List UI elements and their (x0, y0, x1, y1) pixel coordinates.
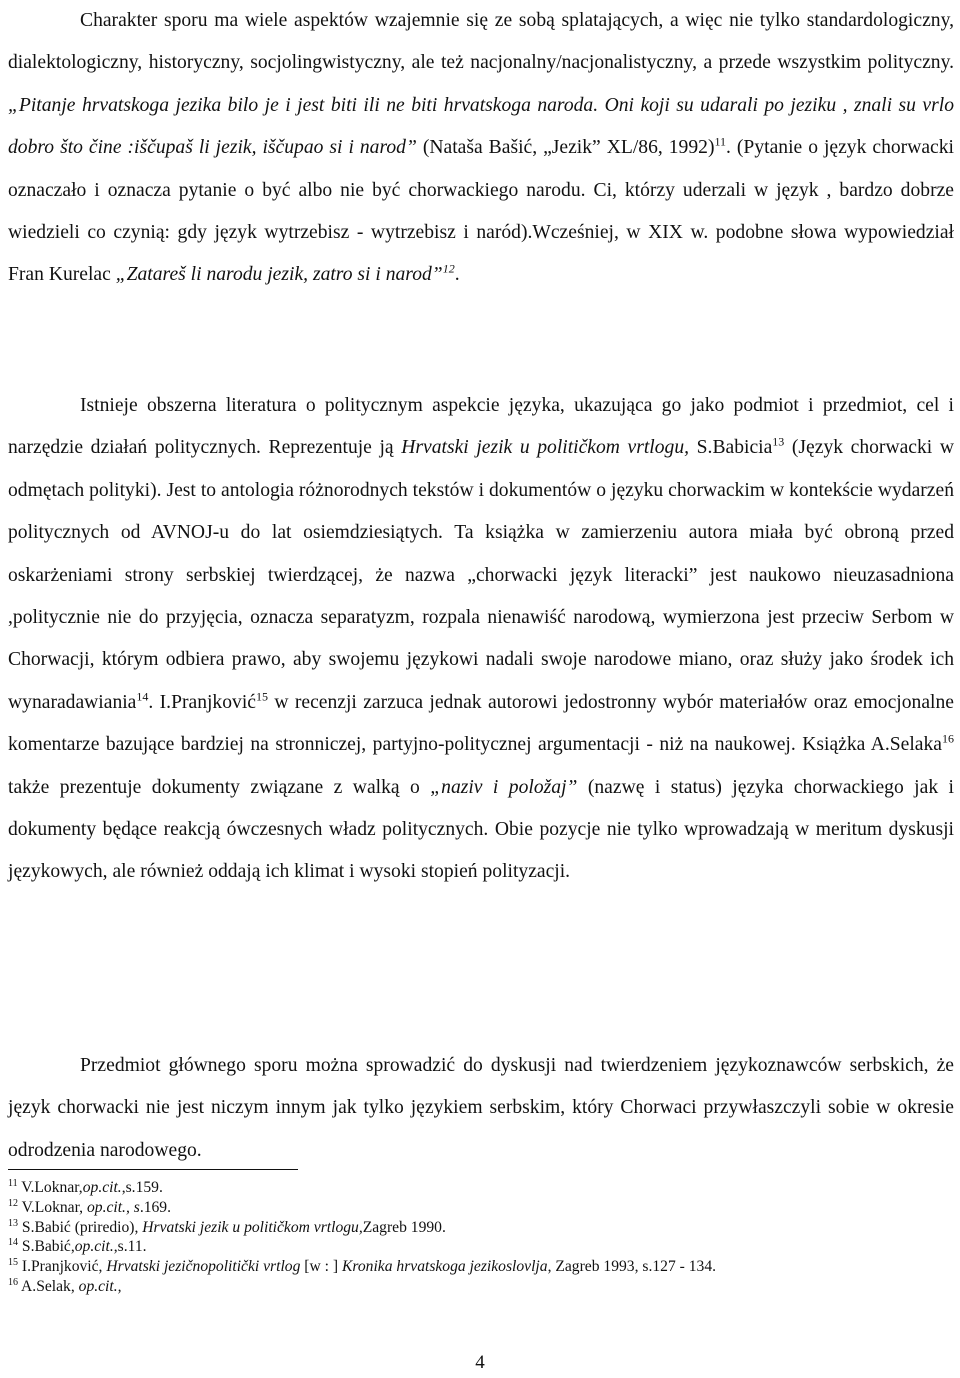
p2-text-a: Istnieje obszerna literatura o politycznym aspekcie języka, ukazująca go jako podmiot i przedmiot, cel i narzędzie działań politycznych. Reprezentuje ją (8, 395, 954, 459)
p2-text-i: (nazwę i status) języka chorwackiego jak i dokumenty będące reakcją ówczesnych władz politycznych. Obie pozycje nie tylko wprowadzają w meritum dyskusji językowych, ale również oddają ich klimat i wysoki stopień polityzacji. (8, 776, 954, 883)
footnote-ref-14[interactable]: 14 (136, 689, 149, 704)
footnote-italic: Kronika hrvatskoga jezikoslovlja (341, 1258, 548, 1276)
footnote-15 (8, 1257, 954, 1277)
paragraph-2 (8, 385, 954, 894)
footnote-number: 13 (8, 1217, 18, 1229)
p1-citation: (Nataša Bašić, „Jezik” XL/86, 1992) (416, 137, 715, 159)
footnote-italic: op.cit., (78, 1277, 122, 1295)
p2-text-c: S.Babicia (689, 437, 773, 459)
footnote-number: 15 (8, 1257, 18, 1268)
footnote-italic: op.cit. (82, 1179, 122, 1196)
footnote-14 (8, 1237, 954, 1257)
p2-text-f: w recenzji zarzuca jednak autorowi jedostronny wybór materiałów oraz emocjonalne komentarze bazujące bardziej na stronniczej, partyjno-politycznej argumentacji - niż na naukowej. Książka A.Selaka (8, 691, 954, 756)
p1-text-d: . (Pytanie o język chorwacki oznaczało i oznacza pytanie o być albo nie być chorwackiego narodu. Ci, którzy uderzali w język , bardzo dobrze wiedzieli co czynią: gdy język wytrzebisz - wytrzebisz i naród).Wcześniej, w XIX w. podobne słowa wypowiedział Fran Kurelac (8, 137, 954, 286)
p2-quote-naziv: „naziv i položaj” (430, 776, 578, 798)
p1-text-f: . (454, 264, 460, 286)
p1-quote-kurelac: „Zatareš li narodu jezik, zatro si i narod” (115, 264, 443, 286)
footnote-number: 16 (8, 1276, 18, 1288)
footnote-ref-13[interactable]: 13 (772, 434, 785, 449)
footnote-text: V.Loknar, (17, 1179, 83, 1196)
footnote-number: 14 (8, 1237, 18, 1249)
p2-text-g: także prezentuje dokumenty związane z walką o (8, 776, 431, 798)
p1-text-a: Charakter sporu ma wiele aspektów wzajemnie się ze sobą splatających, a więc nie tylko standardologiczny, dialektologiczny, historyczny, socjolingwistyczny, ale też nacjonalny/nacjonalistyczny, a przede wszystkim polityczny. (8, 10, 954, 74)
footnote-text: S.Babić (priredio), (18, 1218, 143, 1236)
footnote-italic: op.cit. (74, 1238, 114, 1256)
page-number: 4 (475, 1352, 485, 1373)
footnote-number: 11 (8, 1177, 18, 1189)
footnote-separator (8, 1169, 298, 1170)
footnote-italic: Hrvatski jezik u političkom vrtlogu, (142, 1218, 363, 1236)
footnote-13 (8, 1218, 954, 1238)
footnote-text: , Zagreb 1993, s.127 - 134. (547, 1258, 717, 1276)
footnote-text: .169. (139, 1198, 171, 1216)
footnote-text: Zagreb 1990. (362, 1218, 446, 1236)
footnote-text: A.Selak, (18, 1277, 79, 1295)
footnote-12 (8, 1198, 954, 1218)
p3-text-a: Przedmiot głównego sporu można sprowadzić do dyskusji nad twierdzeniem językoznawców serbskich, że język chorwacki nie jest niczym innym jak tylko językiem serbskim, który Chorwaci przywłaszczyli sobie w okresie odrodzenia narodowego. (8, 1055, 954, 1161)
footnote-number: 12 (8, 1197, 18, 1209)
footnote-11 (8, 1178, 954, 1198)
footnote-text: I.Pranjković, (18, 1258, 107, 1276)
paragraph-1 (8, 0, 954, 297)
p2-text-d: (Język chorwacki w odmętach polityki). Jest to antologia różnorodnych tekstów i dokumentów o języku chorwackim w kontekście wydarzeń politycznych od AVNOJ-u do lat osiemdziesiątych. Ta książka w zamierzeniu autora miała być obroną przed oskarżeniami strony serbskiej twierdzącej, że nazwa „chorwacki język literacki” jest naukowo nieuzasadniona ,politycznie nie do przyjęcia, oznacza separatyzm, rozpala nienawiść narodową, wymierzona jest przeciw Serbom w Chorwacji, którym odbiera prawo, aby swojemu językowi nadali swoje narodowe miano, oraz służy jako środek ich wynaradawiania (8, 437, 954, 713)
footnote-text: V.Loknar, (18, 1198, 87, 1216)
paragraph-3 (8, 1045, 954, 1172)
footnote-text: ,s.11. (113, 1238, 147, 1256)
footnotes (8, 1178, 954, 1297)
p2-book-title: Hrvatski jezik u političkom vrtlogu, (401, 437, 690, 459)
footnote-ref-12[interactable]: 12 (442, 261, 455, 276)
footnote-16 (8, 1277, 954, 1297)
footnote-text: ,s.159. (121, 1179, 163, 1196)
footnote-ref-11[interactable]: 11 (714, 134, 727, 149)
footnote-ref-15[interactable]: 15 (255, 689, 268, 704)
footnote-italic: op.cit., s (86, 1198, 140, 1216)
footnote-text: [w : ] (300, 1258, 342, 1276)
p1-quote-croatian: „Pitanje hrvatskoga jezika bilo je i jest biti ili ne biti hrvatskoga naroda. Oni koji su udarali po jeziku , znali su vrlo dobro što čine :iščupaš li jezik, iščupao si i narod” (8, 94, 954, 159)
footnote-ref-16[interactable]: 16 (942, 731, 954, 746)
p2-text-e: . I.Pranjković (148, 691, 256, 713)
footnote-text: S.Babić, (18, 1238, 75, 1256)
footnote-italic: Hrvatski jezičnopolitički vrtlog (106, 1258, 301, 1276)
